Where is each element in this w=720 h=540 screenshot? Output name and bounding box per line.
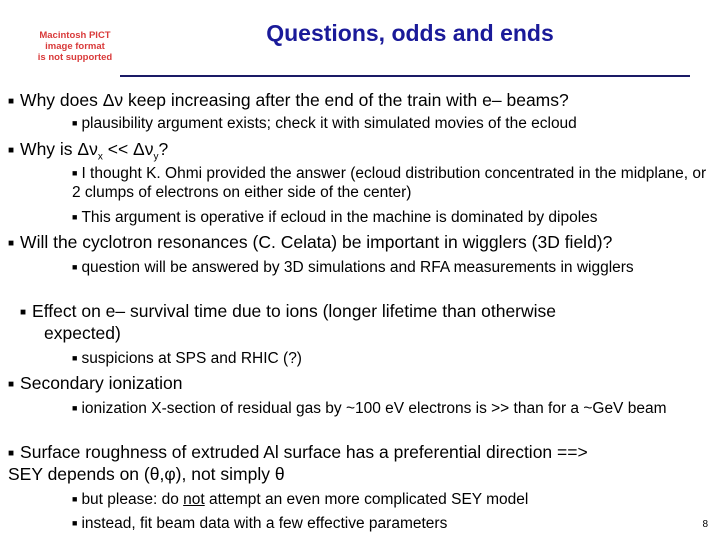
subbullet-fit-beam-data: ■ instead, fit beam data with a few effective parameters xyxy=(72,515,448,532)
bullet-marker: ■ xyxy=(72,212,78,222)
subbullet-ohmi-answer: ■ I thought K. Ohmi provided the answer (ecloud distribution concentrated in the midplane, or 2 clumps of electrons on either side of the center) xyxy=(72,165,707,201)
bullet-marker: ■ xyxy=(8,238,15,249)
bullet-marker: ■ xyxy=(20,307,27,318)
subbullet-sey-model: ■ but please: do not attempt an even more complicated SEY model xyxy=(72,491,529,508)
bullet-marker: ■ xyxy=(72,494,78,504)
bullet-marker: ■ xyxy=(72,403,78,413)
delta-nu-symbol: Δν xyxy=(102,90,124,110)
bullet-surface-roughness: ■ Surface roughness of extruded Al surface has a preferential direction ==> SEY depends on (θ,φ), not simply θ xyxy=(8,442,588,484)
title-underline xyxy=(120,75,690,77)
emphasis-not: not xyxy=(183,491,205,508)
placeholder-line-1: Macintosh PICT xyxy=(39,30,111,41)
bullet-delta-nu-increase: ■ Why does Δν keep increasing after the end of the train with e– beams? xyxy=(8,90,569,110)
bullet-ion-survival-time: ■ Effect on e– survival time due to ions (longer lifetime than otherwise expected) xyxy=(20,301,557,343)
bullet-marker: ■ xyxy=(8,448,15,459)
bullet-marker: ■ xyxy=(8,145,15,156)
unsupported-image-placeholder xyxy=(22,30,128,63)
page-number: 8 xyxy=(702,519,708,530)
bullet-marker: ■ xyxy=(72,168,78,178)
bullet-marker: ■ xyxy=(8,379,15,390)
bullet-marker: ■ xyxy=(72,518,78,528)
slide-title: Questions, odds and ends xyxy=(266,20,554,46)
bullet-cyclotron-resonances: ■ Will the cyclotron resonances (C. Celata) be important in wigglers (3D field)? xyxy=(8,232,613,252)
subbullet-sps-rhic: ■ suspicions at SPS and RHIC (?) xyxy=(72,350,302,367)
bullet-marker: ■ xyxy=(72,353,78,363)
subbullet-dipoles: ■ This argument is operative if ecloud in the machine is dominated by dipoles xyxy=(72,209,598,226)
subbullet-plausibility: ■ plausibility argument exists; check it with simulated movies of the ecloud xyxy=(72,115,577,132)
bullet-secondary-ionization: ■ Secondary ionization xyxy=(8,373,183,393)
bullet-marker: ■ xyxy=(72,262,78,272)
bullet-tune-shift-ratio: ■ Why is $\Delta\nu_x << \Delta\nu_y$? xyxy=(8,139,169,163)
subbullet-3d-simulations: ■ question will be answered by 3D simulations and RFA measurements in wigglers xyxy=(72,259,634,276)
placeholder-line-2: image format xyxy=(45,41,105,52)
bullet-marker: ■ xyxy=(72,118,78,128)
placeholder-line-3: is not supported xyxy=(37,52,113,63)
subbullet-ionization-cross-section: ■ ionization X-section of residual gas by ~100 eV electrons is >> than for a ~GeV beam xyxy=(72,400,667,417)
bullet-marker: ■ xyxy=(8,96,15,107)
